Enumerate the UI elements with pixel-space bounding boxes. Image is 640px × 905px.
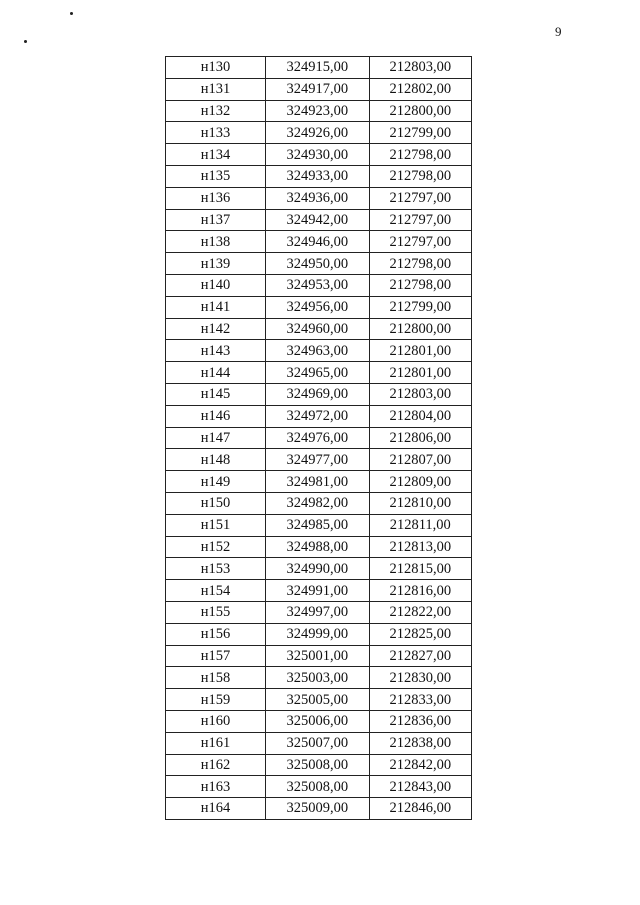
table-row [166,57,472,79]
point-number-cell: н153 [166,558,266,580]
point-number-cell: н140 [166,274,266,296]
y-coordinate-cell: 212836,00 [369,710,471,732]
x-coordinate-cell: 324953,00 [266,274,369,296]
y-coordinate-cell: 212804,00 [369,405,471,427]
scan-speck [24,40,27,43]
table-row [166,580,472,602]
y-coordinate-cell: 212801,00 [369,362,471,384]
y-coordinate-cell: 212827,00 [369,645,471,667]
x-coordinate-cell: 324917,00 [266,78,369,100]
y-coordinate-cell: 212822,00 [369,601,471,623]
point-number-cell: н156 [166,623,266,645]
x-coordinate-cell: 324930,00 [266,144,369,166]
x-coordinate-cell: 324999,00 [266,623,369,645]
point-number-cell: н159 [166,689,266,711]
x-coordinate-cell: 324997,00 [266,601,369,623]
table-row [166,689,472,711]
y-coordinate-cell: 212799,00 [369,296,471,318]
table-row [166,776,472,798]
x-coordinate-cell: 324972,00 [266,405,369,427]
table-row [166,209,472,231]
x-coordinate-cell: 324936,00 [266,187,369,209]
x-coordinate-cell: 325003,00 [266,667,369,689]
table-row [166,405,472,427]
point-number-cell: н136 [166,187,266,209]
table-row [166,601,472,623]
table-row [166,427,472,449]
point-number-cell: н148 [166,449,266,471]
x-coordinate-cell: 324981,00 [266,471,369,493]
x-coordinate-cell: 324915,00 [266,57,369,79]
y-coordinate-cell: 212809,00 [369,471,471,493]
x-coordinate-cell: 324969,00 [266,383,369,405]
point-number-cell: н130 [166,57,266,79]
table-row [166,362,472,384]
table-row [166,340,472,362]
table-row [166,710,472,732]
point-number-cell: н135 [166,165,266,187]
x-coordinate-cell: 324965,00 [266,362,369,384]
point-number-cell: н158 [166,667,266,689]
y-coordinate-cell: 212800,00 [369,100,471,122]
x-coordinate-cell: 325001,00 [266,645,369,667]
table-row [166,492,472,514]
point-number-cell: н160 [166,710,266,732]
y-coordinate-cell: 212797,00 [369,231,471,253]
y-coordinate-cell: 212801,00 [369,340,471,362]
point-number-cell: н131 [166,78,266,100]
x-coordinate-cell: 324960,00 [266,318,369,340]
point-number-cell: н163 [166,776,266,798]
y-coordinate-cell: 212800,00 [369,318,471,340]
coordinates-table [165,56,472,820]
point-number-cell: н134 [166,144,266,166]
y-coordinate-cell: 212798,00 [369,165,471,187]
x-coordinate-cell: 325006,00 [266,710,369,732]
point-number-cell: н132 [166,100,266,122]
y-coordinate-cell: 212798,00 [369,253,471,275]
point-number-cell: н141 [166,296,266,318]
point-number-cell: н144 [166,362,266,384]
point-number-cell: н150 [166,492,266,514]
y-coordinate-cell: 212843,00 [369,776,471,798]
point-number-cell: н161 [166,732,266,754]
point-number-cell: н162 [166,754,266,776]
y-coordinate-cell: 212811,00 [369,514,471,536]
point-number-cell: н139 [166,253,266,275]
table-row [166,558,472,580]
y-coordinate-cell: 212807,00 [369,449,471,471]
y-coordinate-cell: 212846,00 [369,798,471,820]
table-row [166,383,472,405]
point-number-cell: н146 [166,405,266,427]
x-coordinate-cell: 325007,00 [266,732,369,754]
x-coordinate-cell: 324976,00 [266,427,369,449]
coordinates-table-body [166,57,472,820]
table-row [166,144,472,166]
table-row [166,449,472,471]
x-coordinate-cell: 324956,00 [266,296,369,318]
table-row [166,187,472,209]
x-coordinate-cell: 325005,00 [266,689,369,711]
point-number-cell: н133 [166,122,266,144]
table-row [166,100,472,122]
table-row [166,471,472,493]
point-number-cell: н149 [166,471,266,493]
x-coordinate-cell: 324991,00 [266,580,369,602]
x-coordinate-cell: 324923,00 [266,100,369,122]
y-coordinate-cell: 212825,00 [369,623,471,645]
x-coordinate-cell: 324946,00 [266,231,369,253]
y-coordinate-cell: 212799,00 [369,122,471,144]
table-row [166,754,472,776]
y-coordinate-cell: 212813,00 [369,536,471,558]
point-number-cell: н143 [166,340,266,362]
y-coordinate-cell: 212803,00 [369,383,471,405]
table-row [166,667,472,689]
y-coordinate-cell: 212833,00 [369,689,471,711]
point-number-cell: н142 [166,318,266,340]
y-coordinate-cell: 212842,00 [369,754,471,776]
table-row [166,78,472,100]
table-row [166,296,472,318]
y-coordinate-cell: 212838,00 [369,732,471,754]
x-coordinate-cell: 324985,00 [266,514,369,536]
y-coordinate-cell: 212798,00 [369,274,471,296]
y-coordinate-cell: 212797,00 [369,209,471,231]
y-coordinate-cell: 212798,00 [369,144,471,166]
x-coordinate-cell: 324950,00 [266,253,369,275]
x-coordinate-cell: 324963,00 [266,340,369,362]
x-coordinate-cell: 324990,00 [266,558,369,580]
x-coordinate-cell: 325008,00 [266,754,369,776]
x-coordinate-cell: 324942,00 [266,209,369,231]
scan-speck [70,12,73,15]
y-coordinate-cell: 212815,00 [369,558,471,580]
point-number-cell: н137 [166,209,266,231]
table-row [166,122,472,144]
table-row [166,514,472,536]
table-row [166,536,472,558]
table-row [166,253,472,275]
point-number-cell: н157 [166,645,266,667]
y-coordinate-cell: 212797,00 [369,187,471,209]
x-coordinate-cell: 324926,00 [266,122,369,144]
point-number-cell: н164 [166,798,266,820]
y-coordinate-cell: 212803,00 [369,57,471,79]
point-number-cell: н155 [166,601,266,623]
y-coordinate-cell: 212810,00 [369,492,471,514]
x-coordinate-cell: 324982,00 [266,492,369,514]
table-row [166,231,472,253]
point-number-cell: н145 [166,383,266,405]
x-coordinate-cell: 325009,00 [266,798,369,820]
table-row [166,318,472,340]
table-row [166,645,472,667]
x-coordinate-cell: 324933,00 [266,165,369,187]
point-number-cell: н151 [166,514,266,536]
x-coordinate-cell: 324977,00 [266,449,369,471]
point-number-cell: н154 [166,580,266,602]
x-coordinate-cell: 325008,00 [266,776,369,798]
y-coordinate-cell: 212816,00 [369,580,471,602]
page-number: 9 [555,24,562,39]
point-number-cell: н147 [166,427,266,449]
point-number-cell: н152 [166,536,266,558]
table-row [166,274,472,296]
table-row [166,732,472,754]
table-row [166,623,472,645]
y-coordinate-cell: 212830,00 [369,667,471,689]
y-coordinate-cell: 212806,00 [369,427,471,449]
x-coordinate-cell: 324988,00 [266,536,369,558]
table-row [166,165,472,187]
table-row [166,798,472,820]
y-coordinate-cell: 212802,00 [369,78,471,100]
point-number-cell: н138 [166,231,266,253]
